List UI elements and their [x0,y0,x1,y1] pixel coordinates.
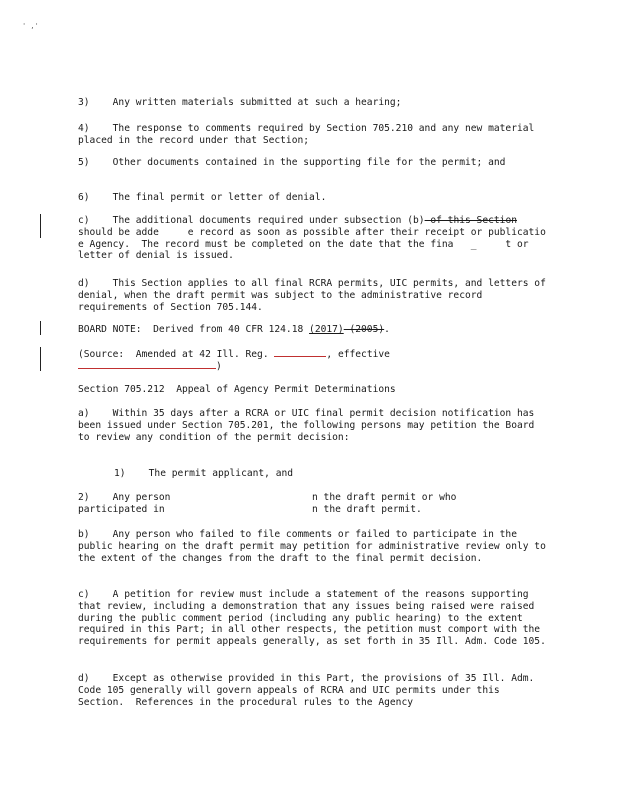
revision-bar-c [40,214,41,238]
subsection-c-record [78,215,587,262]
section-d: d) Except as otherwise provided in this Part, the provisions of 35 Ill. Adm. Code 105 generally will govern appeals of RCRA and UIC permits under this Section. References in the procedural rules to the Agency [78,673,541,708]
subsection-d-scope: d) This Section applies to all final RCRA permits, UIC permits, and letters of denial, when the draft permit was subject to the administrative record requirements of Section 705.144. [78,278,552,313]
board-note [78,324,548,336]
item-5: 5) Other documents contained in the supporting file for the permit; and [78,157,506,168]
section-c: c) A petition for review must include a statement of the reasons supporting that review, including a demonstration that any issues being raised were raised during the public comment period (including any public hearing) to the extent required in this Part; in all other respects, the petition must comport with the requirements for permit appeals generally, as set forth in 35 Ill. Adm. Code 105. [78,589,546,648]
page-corner-marks: ' ,' [22,22,39,30]
item-6: 6) The final permit or letter of denial. [78,192,327,203]
board-note-lead: BOARD NOTE: Derived from 40 CFR 124.18 [78,324,310,335]
subsection-c-text-2: should be adde e record as soon as possible after their receipt or publicatio e Agency. The record must be completed on the date that the fina _ t or letter of denial is issued. [78,215,587,262]
board-note-year-old: (2005) [343,324,385,335]
a2-line2-left: participated in [78,504,165,515]
section-a: a) Within 35 days after a RCRA or UIC final permit decision notification has been issued under Section 705.201, the following persons may petition the Board to review any condition of the permit decision: [78,408,541,443]
subsection-c-label: c) [78,215,90,226]
struck-text: of this Section [424,215,517,226]
a2-line1-left: 2) Any person [78,492,171,503]
board-note-tail: . [384,324,390,335]
revision-bar-note [40,321,41,335]
a2-line2-right: n the draft permit. [312,504,422,515]
item-3: 3) Any written materials submitted at such a hearing; [78,97,402,108]
revision-bar-source [40,347,41,371]
section-a1: 1) The permit applicant, and [114,468,294,479]
section-b: b) Any person who failed to file comments or failed to participate in the public hearing on the draft permit may petition for administrative review only to the extent of the changes from the draft to the final permit decision. [78,529,552,564]
source-effective-blank [78,368,216,369]
section-heading: Section 705.212 Appeal of Agency Permit Determinations [78,384,396,395]
item-4: 4) The response to comments required by Section 705.210 and any new material placed in the record under that Section; [78,123,541,146]
source-register-blank [274,356,326,357]
source-end: ) [216,360,222,372]
a2-line1-right: n the draft permit or who [312,492,457,503]
subsection-c-text-1: The additional documents required under subsection (b) [89,215,425,226]
source-note [78,349,548,373]
source-lead: (Source: Amended at 42 Ill. Reg. [78,349,275,360]
board-note-year-new: (2017) [309,324,344,335]
source-mid: , effective [326,349,390,360]
